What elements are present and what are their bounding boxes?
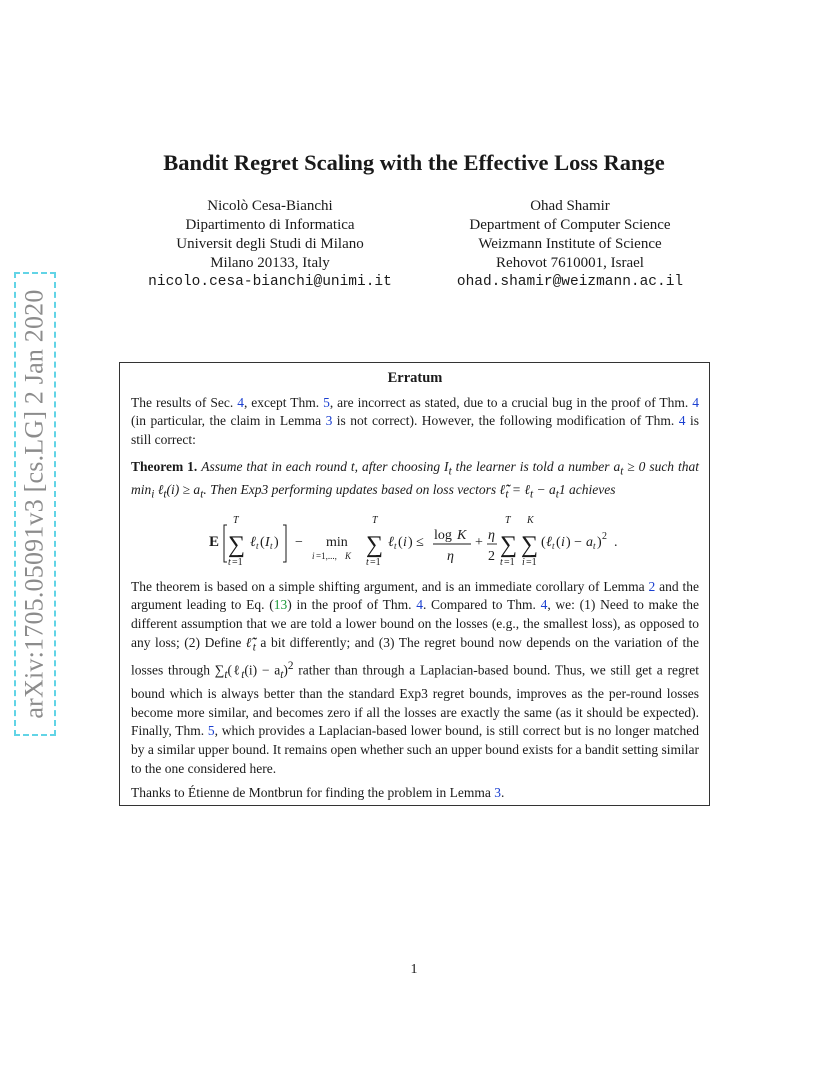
svg-text:∑: ∑ xyxy=(366,531,384,558)
author-name: Nicolò Cesa-Bianchi xyxy=(207,198,333,214)
svg-text:(: ( xyxy=(556,534,561,550)
svg-text:t: t xyxy=(593,540,596,551)
author-dept: Dipartimento di Informatica xyxy=(185,217,355,233)
svg-text:log: log xyxy=(434,527,452,543)
ref-link[interactable]: 4 xyxy=(540,597,548,613)
ref-link[interactable]: 5 xyxy=(323,394,330,410)
svg-text:t: t xyxy=(366,556,369,568)
svg-text:t: t xyxy=(552,540,555,551)
svg-text:i: i xyxy=(403,534,407,550)
ref-link[interactable]: 3 xyxy=(325,413,333,429)
erratum-intro: The results of Sec. 4, except Thm. 5, are incorrect as stated, due to a crucial bug in the proof of Thm. 4 (in particular, the claim in Lemma 3 is not correct). However, the following modification of Thm. 4 is still correct: xyxy=(131,394,700,448)
svg-text:i: i xyxy=(312,550,315,561)
erratum-heading: Erratum xyxy=(387,370,443,386)
author-institution: Universit degli Studi di Milano xyxy=(176,236,364,252)
svg-text:I: I xyxy=(265,534,270,550)
ref-link[interactable]: 3 xyxy=(494,784,502,800)
svg-text:T: T xyxy=(372,514,378,526)
theorem-label: Theorem 1. xyxy=(131,458,198,474)
page-number: 1 xyxy=(410,962,418,977)
theorem-statement: Theorem 1. Assume that in each round t, after choosing $I_t$ the learner is told a number $a_t \ge 0$ such that $\min_i$ ℓ$_t$(i) ≥ $a_t$. Then Exp3 performing updates based on loss vectors $\ell̃_t$ = ℓ$_t$ − $a_t1$ achieves xyxy=(131,458,699,501)
author-block-1 xyxy=(120,197,420,292)
paper-title: Bandit Regret Scaling with the Effective Loss Range xyxy=(163,150,665,175)
svg-text:∑: ∑ xyxy=(521,531,539,558)
svg-text:∑: ∑ xyxy=(228,531,246,558)
arxiv-stamp xyxy=(14,272,56,736)
svg-text:t: t xyxy=(500,556,503,568)
ref-link[interactable]: 2 xyxy=(648,578,656,594)
svg-text:=1: =1 xyxy=(504,556,515,568)
svg-text:K: K xyxy=(527,514,534,526)
svg-text:(: ( xyxy=(398,534,403,550)
author-address: Rehovot 7610001, Israel xyxy=(496,255,644,271)
svg-text:ℓ: ℓ xyxy=(546,534,552,550)
svg-text:i: i xyxy=(522,556,525,568)
svg-text:) ≤: ) ≤ xyxy=(408,534,424,550)
author-email[interactable]: nicolo.cesa-bianchi@unimi.it xyxy=(148,274,392,290)
erratum-body: The theorem is based on a simple shifting argument, and is an immediate corollary of Lemma 2 and the argument leading to Eq. (13) in the proof of Thm. 4. Compared to Thm. 4, we: (1) Need to make the different assumption that we are told a lower bound on the losses (e.g., the smallest loss), as opposed to any loss; (2) Define $\ell̃_t$ a bit differently; and (3) The regret bound now depends on the variation of the losses through $\sum_t(\ell_t(i) - a_t)^2$ rather than through a Laplacian-based bound. Thus, we still get a regret bound which is always better than the standard Exp3 regret bounds, improves as the per-round losses become more similar, and becomes zero if all the losses are exactly the same (as it should be expected). Finally, Thm. 5, which provides a Laplacian-based lower bound, is still correct but is no longer matched by a similar upper bound. It remains open whether such an upper bound exists for a bandit setting similar to the one considered here. xyxy=(131,578,700,776)
svg-text:=1,...,: =1,..., xyxy=(316,550,337,561)
svg-text:K: K xyxy=(345,550,352,561)
svg-text:K: K xyxy=(457,527,467,543)
arxiv-stamp-text: arXiv:1705.05091v3 [cs.LG] 2 Jan 2020 xyxy=(20,289,49,719)
svg-text:T: T xyxy=(233,514,239,526)
svg-text:t: t xyxy=(394,540,397,551)
svg-text:2: 2 xyxy=(602,530,607,542)
svg-text:min: min xyxy=(326,534,348,550)
svg-text:(: ( xyxy=(541,534,546,550)
svg-text:=1: =1 xyxy=(370,556,381,568)
svg-text:2: 2 xyxy=(488,548,495,564)
svg-text:η: η xyxy=(488,527,495,543)
svg-text:t: t xyxy=(270,540,273,551)
svg-text:t: t xyxy=(256,540,259,551)
svg-text:a: a xyxy=(586,534,593,550)
svg-text:−: − xyxy=(295,534,303,550)
svg-text:+: + xyxy=(475,534,483,550)
author-name: Ohad Shamir xyxy=(530,198,610,214)
author-dept: Department of Computer Science xyxy=(469,217,671,233)
svg-text:) −: ) − xyxy=(566,534,583,550)
ref-link[interactable]: 4 xyxy=(692,394,700,410)
svg-text:∑: ∑ xyxy=(500,531,518,558)
erratum-box xyxy=(119,362,710,806)
ref-link[interactable]: 5 xyxy=(207,723,215,739)
svg-text:): ) xyxy=(597,534,602,550)
author-address: Milano 20133, Italy xyxy=(210,255,330,271)
ref-link[interactable]: 4 xyxy=(237,394,244,410)
svg-text:(: ( xyxy=(260,534,265,550)
svg-text:=1: =1 xyxy=(526,556,537,568)
svg-text:ℓ: ℓ xyxy=(388,534,394,550)
svg-text:ℓ: ℓ xyxy=(250,534,256,550)
svg-text:): ) xyxy=(274,534,279,550)
author-email[interactable]: ohad.shamir@weizmann.ac.il xyxy=(456,274,684,290)
author-institution: Weizmann Institute of Science xyxy=(478,236,662,252)
ref-link[interactable]: 4 xyxy=(678,413,686,429)
ref-link[interactable]: 4 xyxy=(416,597,423,613)
svg-text:=1: =1 xyxy=(232,556,243,568)
eq-link[interactable]: 13 xyxy=(273,597,288,613)
svg-text:η: η xyxy=(447,548,454,564)
svg-text:T: T xyxy=(505,514,511,526)
svg-text:E: E xyxy=(209,533,220,550)
svg-text:.: . xyxy=(614,534,618,550)
svg-text:t: t xyxy=(228,556,231,568)
regret-bound-equation xyxy=(131,515,699,569)
author-block-2 xyxy=(420,197,720,292)
svg-text:i: i xyxy=(561,534,565,550)
erratum-thanks: Thanks to Étienne de Montbrun for finding the problem in Lemma 3. xyxy=(131,784,505,800)
